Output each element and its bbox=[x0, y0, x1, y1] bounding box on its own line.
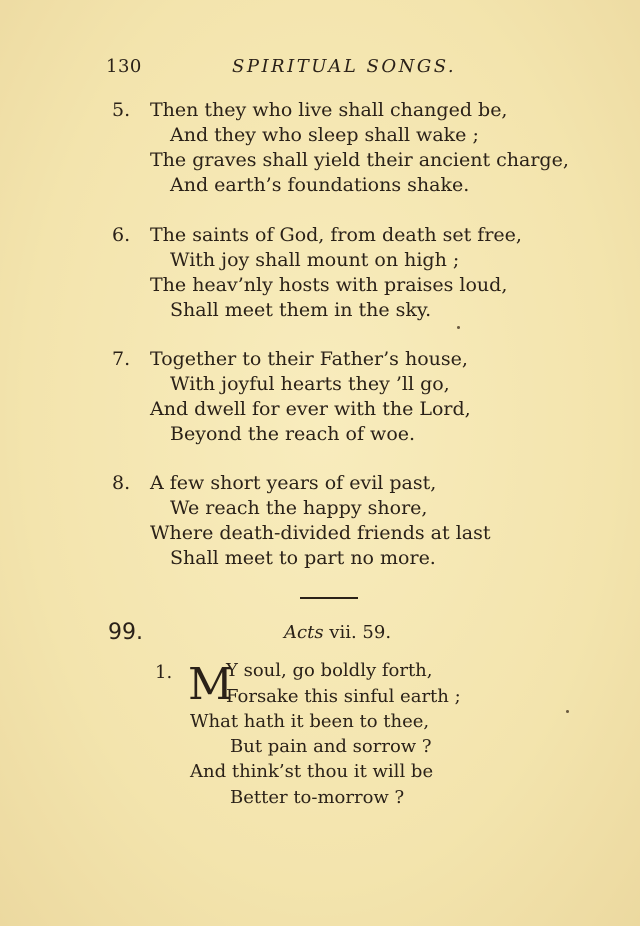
verse-line: We reach the happy shore, bbox=[170, 497, 428, 519]
verse-line: Beyond the reach of woe. bbox=[170, 423, 416, 445]
hymn-line: Y soul, go boldly forth, bbox=[226, 660, 433, 681]
paper-speck bbox=[457, 326, 460, 329]
verse-line: Where death-divided friends at last bbox=[150, 522, 491, 544]
hymn-number: 99. bbox=[108, 620, 143, 645]
section-divider bbox=[300, 597, 358, 599]
verse-line: The heav’nly hosts with praises loud, bbox=[150, 274, 508, 296]
hymn-line: Forsake this sinful earth ; bbox=[226, 686, 461, 707]
verse-number: 7. bbox=[112, 348, 131, 370]
verse-number: 8. bbox=[112, 472, 131, 494]
verse-line: With joyful hearts they ’ll go, bbox=[170, 373, 450, 395]
verse-line: The graves shall yield their ancient charge, bbox=[150, 149, 569, 171]
running-title: SPIRITUAL SONGS. bbox=[232, 56, 457, 77]
verse-line: With joy shall mount on high ; bbox=[170, 249, 460, 271]
hymn-line: But pain and sorrow ? bbox=[230, 736, 432, 757]
verse-line: A few short years of evil past, bbox=[150, 472, 437, 494]
verse-line: And dwell for ever with the Lord, bbox=[150, 398, 471, 420]
verse-line: Then they who live shall changed be, bbox=[150, 99, 508, 121]
verse-number: 5. bbox=[112, 99, 131, 121]
verse-line: Together to their Father’s house, bbox=[150, 348, 468, 370]
page-number: 130 bbox=[106, 56, 142, 77]
verse-number: 1. bbox=[155, 662, 173, 683]
verse-line: And earth’s foundations shake. bbox=[170, 174, 470, 196]
verse-line: And they who sleep shall wake ; bbox=[170, 124, 479, 146]
paper-speck bbox=[566, 710, 569, 713]
hymn-line: Better to-morrow ? bbox=[230, 787, 405, 808]
reference-book: Acts bbox=[284, 622, 324, 643]
verse-line: The saints of God, from death set free, bbox=[150, 224, 522, 246]
scripture-reference bbox=[284, 622, 391, 643]
verse-line: Shall meet them in the sky. bbox=[170, 299, 432, 321]
hymn-line: And think’st thou it will be bbox=[190, 761, 434, 782]
hymn-line: What hath it been to thee, bbox=[190, 711, 430, 732]
drop-cap: M bbox=[188, 659, 234, 710]
hymn-header bbox=[0, 620, 640, 650]
verse-number: 6. bbox=[112, 224, 131, 246]
reference-chapter-verse: vii. 59. bbox=[329, 622, 392, 643]
page-header bbox=[0, 56, 640, 82]
verse-line: Shall meet to part no more. bbox=[170, 547, 436, 569]
